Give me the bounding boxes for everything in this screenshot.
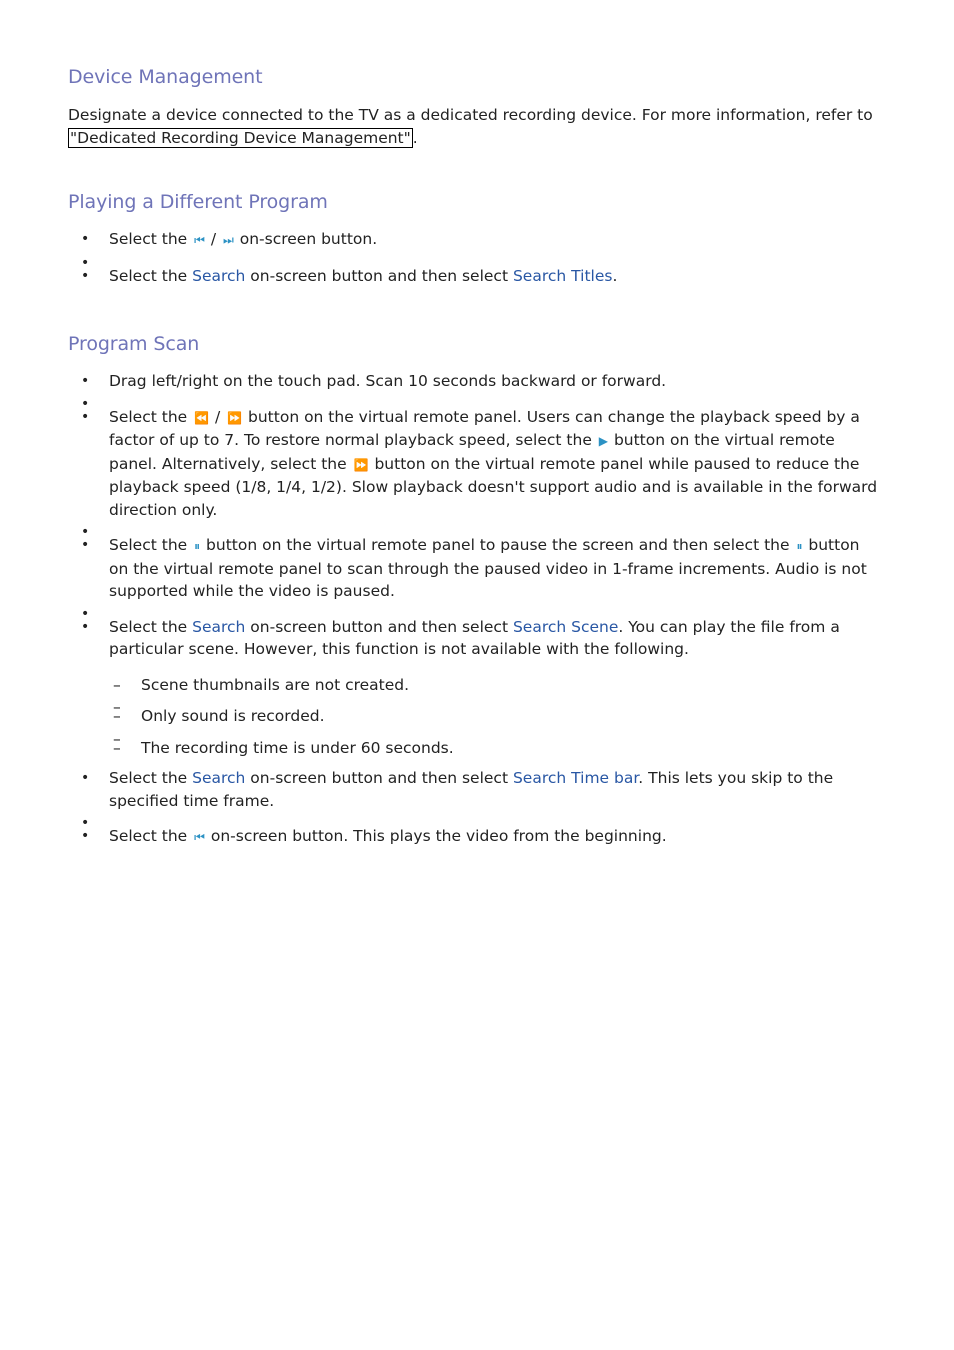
spacer [68,603,883,616]
list-item: • Drag left/right on the touch pad. Scan 10 seconds backward or forward. [68,370,883,393]
list-item [68,616,883,661]
text: on-screen button and then select [245,617,513,636]
skip-back-icon: ⏮ [194,830,204,844]
list-item: – Scene thumbnails are not created. [68,674,883,697]
text: button on the virtual remote panel to pause the screen and then select the [201,536,795,554]
text: button on the virtual remote panel to scan through the paused video in 1-frame increments. Audio is not supported while the video is paused. [109,536,867,600]
separator: / [205,230,221,248]
spacer [68,393,883,406]
unavailable-conditions-list [68,674,883,760]
heading-device-management: Device Management [68,66,263,88]
spacer [68,812,883,825]
list-item [68,534,883,603]
scan-list-continued [68,767,883,849]
fast-forward-icon: ⏩ [227,410,242,425]
dedicated-recording-device-link[interactable]: "Dedicated Recording Device Management" [70,128,411,147]
spacer [68,252,883,265]
text: Select the [109,266,193,285]
play-icon: ▶ [598,434,608,448]
text: . This lets you skip to the specified time frame. [109,769,834,810]
device-text: Designate a device connected to the TV as a dedicated recording device. For more information, refer to [68,106,873,124]
search-term: Search [192,617,246,636]
text: on-screen button and then select [245,266,513,285]
pause-icon: ⏸ [796,539,802,553]
spacer [68,696,883,705]
text: button on the virtual remote panel while paused to reduce the playback speed (1/8, 1/4, 1/2). Slow playback doesn't support audio and is available in the forward direction only. [109,454,878,519]
list-item: – Only sound is recorded. [68,705,883,728]
list-item [68,767,883,812]
heading-playing-different-program: Playing a Different Program [68,191,328,213]
heading-program-scan: Program Scan [68,333,200,355]
list-item [68,228,883,252]
spacer [68,521,883,534]
spacer [68,728,883,737]
text: button on the virtual remote panel. Alternatively, select the [109,431,835,473]
search-titles-term: Search Titles [512,266,613,285]
device-management-paragraph [68,104,883,149]
pause-icon: ⏸ [194,539,200,553]
list-item [68,265,883,288]
fast-forward-icon: ⏩ [353,457,368,472]
page-content [68,0,883,849]
text: on-screen button. This plays the video from the beginning. [205,827,667,845]
playing-list [68,228,883,287]
text: Select the [109,536,193,554]
text: button on the virtual remote panel. Users can change the playback speed by a factor of up to 7. To restore normal playback speed, select the [109,407,860,449]
text: Select the [109,827,193,845]
scan-list [68,370,883,661]
separator: / [210,407,226,426]
text: Select the [109,769,193,787]
list-item [68,406,883,522]
text: Select the [109,617,193,636]
search-term: Search [192,769,246,787]
text: on-screen button and then select [245,769,513,787]
list-item [68,825,883,849]
text: Select the [109,230,193,248]
text: Select the [109,407,193,426]
rewind-icon: ⏪ [194,410,209,425]
skip-back-icon: ⏮ [194,233,204,247]
list-item: – The recording time is under 60 seconds. [68,737,883,760]
device-end: . [412,128,418,147]
search-time-bar-term: Search Time bar [512,769,639,787]
text: . [612,266,618,285]
text: on-screen button. [234,230,378,248]
skip-forward-icon: ⏭ [223,233,233,247]
search-scene-term: Search Scene [512,617,619,636]
text: . You can play the file from a particular scene. However, this function is not available with the following. [109,617,840,658]
search-term: Search [192,266,246,285]
